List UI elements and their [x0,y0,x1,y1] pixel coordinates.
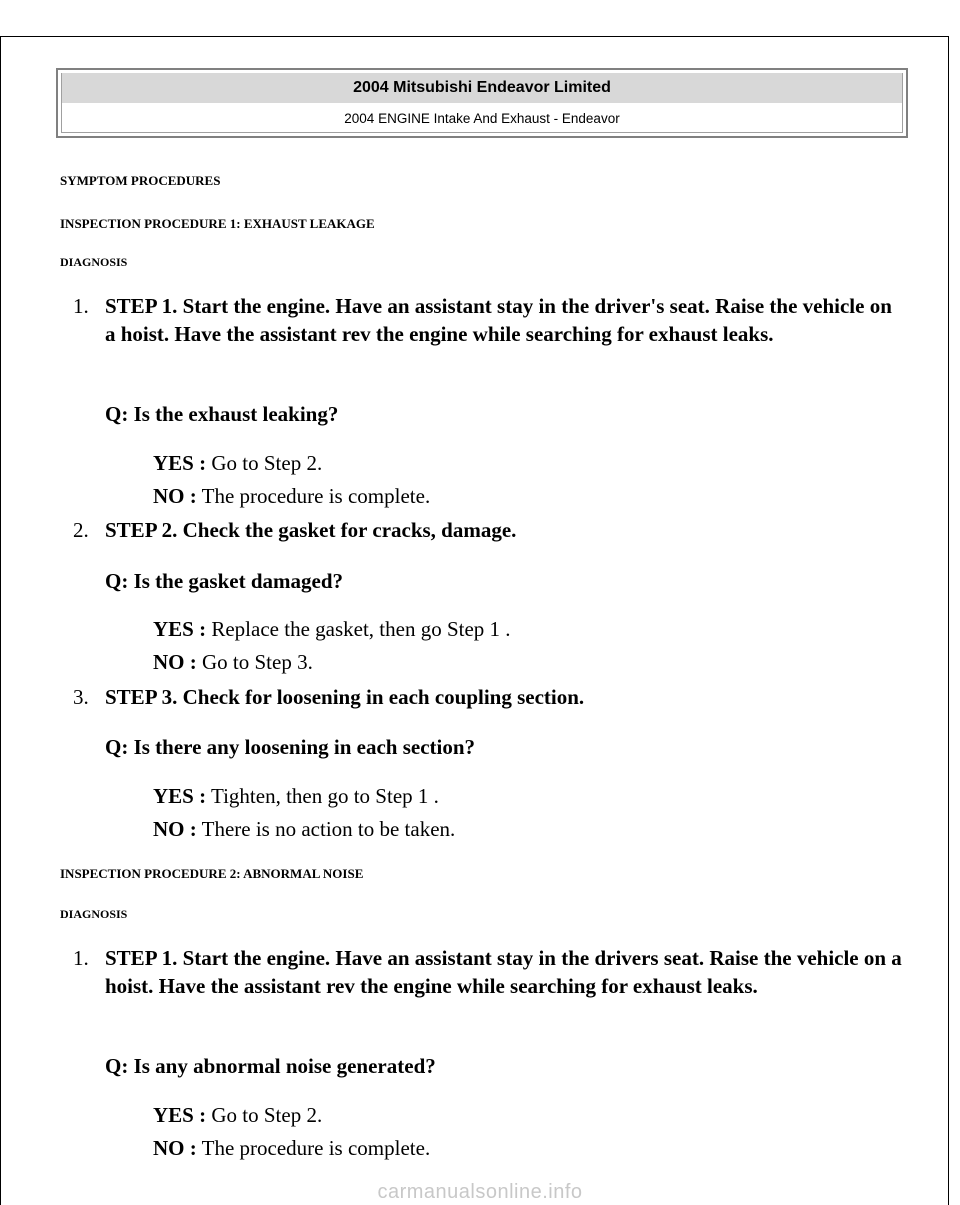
yes-label: YES : [153,1103,207,1127]
yes-text: Replace the gasket, then go Step 1 . [211,617,511,641]
section-title: SYMPTOM PROCEDURES [60,173,221,188]
document-header [56,68,908,138]
no-label: NO : [153,650,197,674]
p1-step-1-text: STEP 1. Start the engine. Have an assistant stay in the driver's seat. Raise the vehicle on a hoist. Have the assistant rev the engine while searching for exhaust leaks. [105,294,892,346]
watermark: carmanualsonline.info [377,1181,583,1203]
p2-step-1-text: STEP 1. Start the engine. Have an assistant stay in the drivers seat. Raise the vehicle on a hoist. Have the assistant rev the engine while searching for exhaust leaks. [105,946,902,998]
yes-label: YES : [153,451,207,475]
no-label: NO : [153,817,197,841]
p1-step-2-text: STEP 2. Check the gasket for cracks, damage. [105,518,517,542]
p1-step-3-yes [153,783,439,810]
p1-step-3-no [153,816,455,843]
p1-step-1-no [153,483,430,510]
p1-step-2-no [153,649,313,676]
p1-step-3-question: Q: Is there any loosening in each section? [105,735,476,759]
no-text: There is no action to be taken. [201,817,456,841]
no-label: NO : [153,1136,197,1160]
yes-text: Tighten, then go to Step 1 . [210,784,439,808]
p1-step-3-number: 3. [73,685,89,709]
no-text: The procedure is complete. [201,484,431,508]
yes-text: Go to Step 2. [211,451,323,475]
p1-step-1-yes [153,450,322,477]
p1-step-2-question: Q: Is the gasket damaged? [105,569,344,593]
yes-label: YES : [153,784,207,808]
p2-step-1-number: 1. [73,946,89,970]
p2-step-1-no [153,1135,430,1162]
p1-step-2-yes [153,616,511,643]
procedure-1-title: INSPECTION PROCEDURE 1: EXHAUST LEAKAGE [60,216,375,231]
no-label: NO : [153,484,197,508]
p2-step-1-yes [153,1102,322,1129]
p1-step-3-text: STEP 3. Check for loosening in each coupling section. [105,685,585,709]
procedure-2-diagnosis-label: DIAGNOSIS [60,907,128,921]
yes-label: YES : [153,617,207,641]
procedure-1-diagnosis-label: DIAGNOSIS [60,255,128,269]
p1-step-1-question: Q: Is the exhaust leaking? [105,402,339,426]
p1-step-2-number: 2. [73,518,89,542]
procedure-2-title: INSPECTION PROCEDURE 2: ABNORMAL NOISE [60,866,364,881]
p2-step-1-question: Q: Is any abnormal noise generated? [105,1054,436,1078]
no-text: Go to Step 3. [202,650,313,674]
yes-text: Go to Step 2. [211,1103,323,1127]
p1-step-1-number: 1. [73,294,89,318]
header-title: 2004 Mitsubishi Endeavor Limited [62,73,902,103]
header-subtitle: 2004 ENGINE Intake And Exhaust - Endeavor [344,111,620,126]
no-text: The procedure is complete. [201,1136,431,1160]
